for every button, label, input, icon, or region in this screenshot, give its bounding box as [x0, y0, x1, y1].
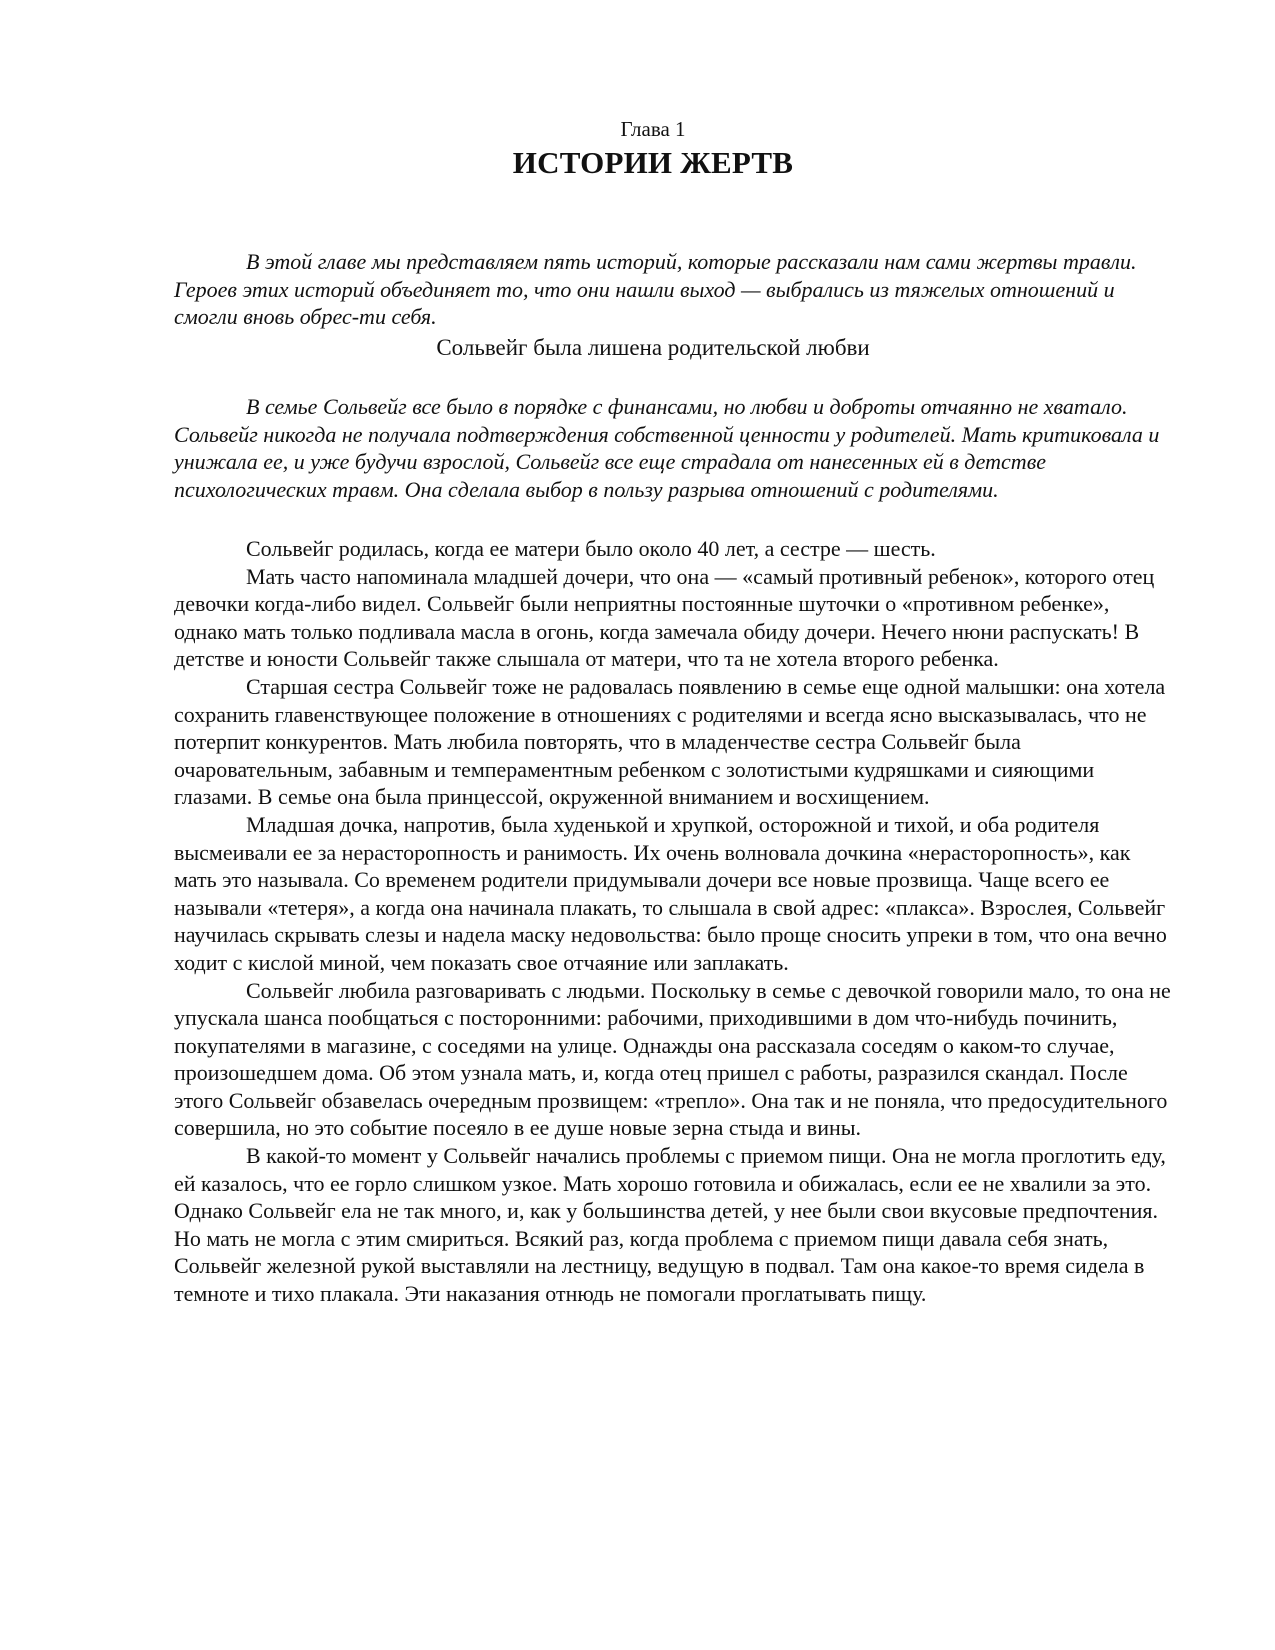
- chapter-label: Глава 1: [620, 117, 686, 141]
- body-text: [174, 535, 1174, 1308]
- body-paragraph: Сольвейг родилась, когда ее матери было около 40 лет, а сестре — шесть.: [246, 536, 936, 561]
- section-intro: [174, 393, 1174, 503]
- body-paragraph: Мать часто напоминала младшей дочери, что она — «самый противный ребенок», которого отец девочки когда-либо видел. Сольвейг были неприятны постоянные шуточки о «противном ребенке», однако мать только подливала масла в огонь, когда замечала обиду дочери. Нечего нюни распускать! В детстве и юности Сольвейг также слышала от матери, что та не хотела второго ребенка.: [174, 563, 1155, 672]
- body-paragraph: Младшая дочка, напротив, была худенькой и хрупкой, осторожной и тихой, и оба родителя высмеивали ее за нерасторопность и ранимость. Их очень волновала дочкина «нерасторопность», как мать это называла. Со временем родители придумывали дочери все новые прозвища. Чаще всего ее называли «тетеря», а когда она начинала плакать, то слышала в свой адрес: «плакса». Взрослея, Сольвейг научилась скрывать слезы и надела маску недовольства: было проще сносить упреки в том, что она вечно ходит с кислой миной, чем показать свое отчаяние или заплакать.: [174, 811, 1167, 975]
- chapter-intro: [174, 248, 1174, 331]
- section-heading: Сольвейг была лишена родительской любви: [436, 335, 870, 360]
- chapter-intro-paragraph: В этой главе мы представляем пять историй, которые рассказали нам сами жертвы травли. Героев этих историй объединяет то, что они нашли выход — выбрались из тяжелых отношений и смогли вновь обрес-ти себя.: [174, 249, 1137, 330]
- section-intro-paragraph: В семье Сольвейг все было в порядке с финансами, но любви и доброты отчаянно не хватало. Сольвейг никогда не получала подтверждения собственной ценности у родителей. Мать критиковала и унижала ее, и уже будучи взрослой, Сольвейг все еще страдала от нанесенных ей в детстве психологических травм. Она сделала выбор в пользу разрыва отношений с родителями.: [174, 394, 1160, 502]
- body-paragraph: Старшая сестра Сольвейг тоже не радовалась появлению в семье еще одной малышки: она хотела сохранить главенствующее положение в отношениях с родителями и всегда ясно высказывалась, что не потерпит конкурентов. Мать любила повторять, что в младенчестве сестра Сольвейг была очаровательным, забавным и темпераментным ребенком с золотистыми кудряшками и сияющими глазами. В семье она была принцессой, окруженной вниманием и восхищением.: [174, 673, 1166, 810]
- body-paragraph: В какой-то момент у Сольвейг начались проблемы с приемом пищи. Она не могла проглотить еду, ей казалось, что ее горло слишком узкое. Мать хорошо готовила и обижалась, если ее не хвалили за это. Однако Сольвейг ела не так много, и, как у большинства детей, у нее были свои вкусовые предпочтения. Но мать не могла с этим смириться. Всякий раз, когда проблема с приемом пищи давала себя знать, Сольвейг железной рукой выставляли на лестницу, ведущую в подвал. Там она какое-то время сидела в темноте и тихо плакала. Эти наказания отнюдь не помогали проглатывать пищу.: [174, 1143, 1166, 1307]
- body-paragraph: Сольвейг любила разговаривать с людьми. Поскольку в семье с девочкой говорили мало, то она не упускала шанса пообщаться с посторонними: рабочими, приходившими в дом что-нибудь починить, покупателями в магазине, с соседями на улице. Однажды она рассказала соседям о каком-то случае, произошедшем дома. Об этом узнала мать, и, когда отец пришел с работы, разразился скандал. После этого Сольвейг обзавелась очередным прозвищем: «трепло». Она так и не поняла, что предосудительного совершила, но это событие посеяло в ее душе новые зерна стыда и вины.: [174, 977, 1171, 1141]
- chapter-title: ИСТОРИИ ЖЕРТВ: [512, 145, 794, 180]
